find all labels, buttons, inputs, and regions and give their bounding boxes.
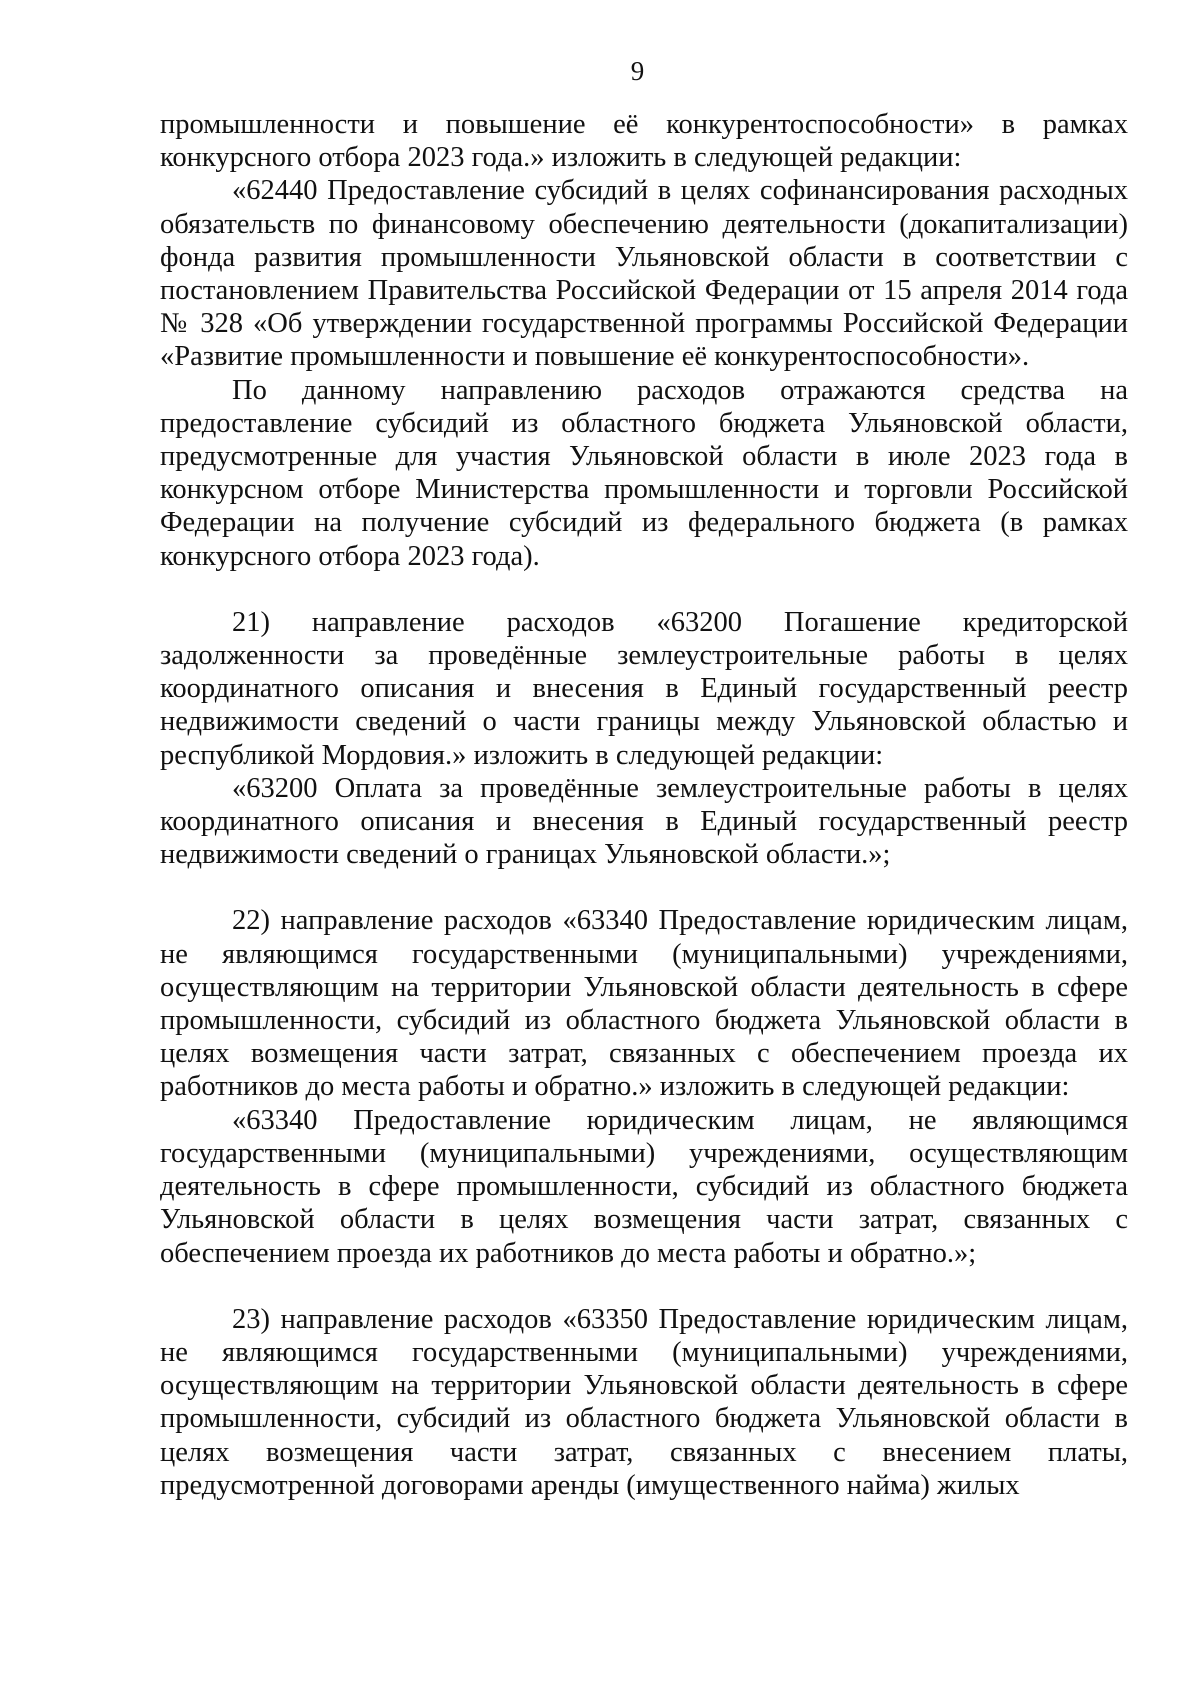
page-number: 9 bbox=[630, 56, 645, 86]
paragraph-item-22: 22) направление расходов «63340 Предоставление юридическим лицам, не являющимся государственными (муниципальными) учреждениями, осуществляющим на территории Ульяновской области деятельность в сфере промышленности, субсидий из областного бюджета Ульяновской области в целях возмещения части затрат, связанных с обеспечением проезда их работников до места работы и обратно.» изложить в следующей редакции: bbox=[160, 905, 1128, 1103]
paragraph-63340-text: «63340 Предоставление юридическим лицам, не являющимся государственными (муниципальными) учреждениями, осуществляющим деятельность в сфере промышленности, субсидий из областного бюджета Ульяновской области в целях возмещения части затрат, связанных с обеспечением проезда их работников до места работы и обратно.»; bbox=[160, 1104, 1128, 1269]
paragraph-continuation: промышленности и повышение её конкурентоспособности» в рамках конкурсного отбора 2023 года.» изложить в следующей редакции: bbox=[160, 109, 1128, 174]
paragraph-62440-text: «62440 Предоставление субсидий в целях софинансирования расходных обязательств по финансовому обеспечению деятельности (докапитализации) фонда развития промышленности Ульяновской области в соответствии с постановлением Правительства Российской Федерации от 15 апреля 2014 года № 328 «Об утверждении государственной программы Российской Федерации «Развитие промышленности и повышение её конкурентоспособности». bbox=[160, 175, 1128, 373]
paragraph-63200-text: «63200 Оплата за проведённые землеустроительные работы в целях координатного описания и внесения в Единый государственный реестр недвижимости сведений о границах Ульяновской области.»; bbox=[160, 772, 1128, 871]
paragraph-item-23: 23) направление расходов «63350 Предоставление юридическим лицам, не являющимся государственными (муниципальными) учреждениями, осуществляющим на территории Ульяновской области деятельность в сфере промышленности, субсидий из областного бюджета Ульяновской области в целях возмещения части затрат, связанных с внесением платы, предусмотренной договорами аренды (имущественного найма) жилых bbox=[160, 1303, 1128, 1501]
document-body bbox=[160, 108, 1128, 1502]
paragraph-item-21: 21) направление расходов «63200 Погашение кредиторской задолженности за проведённые землеустроительные работы в целях координатного описания и внесения в Единый государственный реестр недвижимости сведений о части границы между Ульяновской областью и республикой Мордовия.» изложить в следующей редакции: bbox=[160, 606, 1128, 771]
paragraph-62440-description: По данному направлению расходов отражаются средства на предоставление субсидий из областного бюджета Ульяновской области, предусмотренные для участия Ульяновской области в июле 2023 года в конкурсном отборе Министерства промышленности и торговли Российской Федерации на получение субсидий из федерального бюджета (в рамках конкурсного отбора 2023 года). bbox=[160, 374, 1128, 572]
